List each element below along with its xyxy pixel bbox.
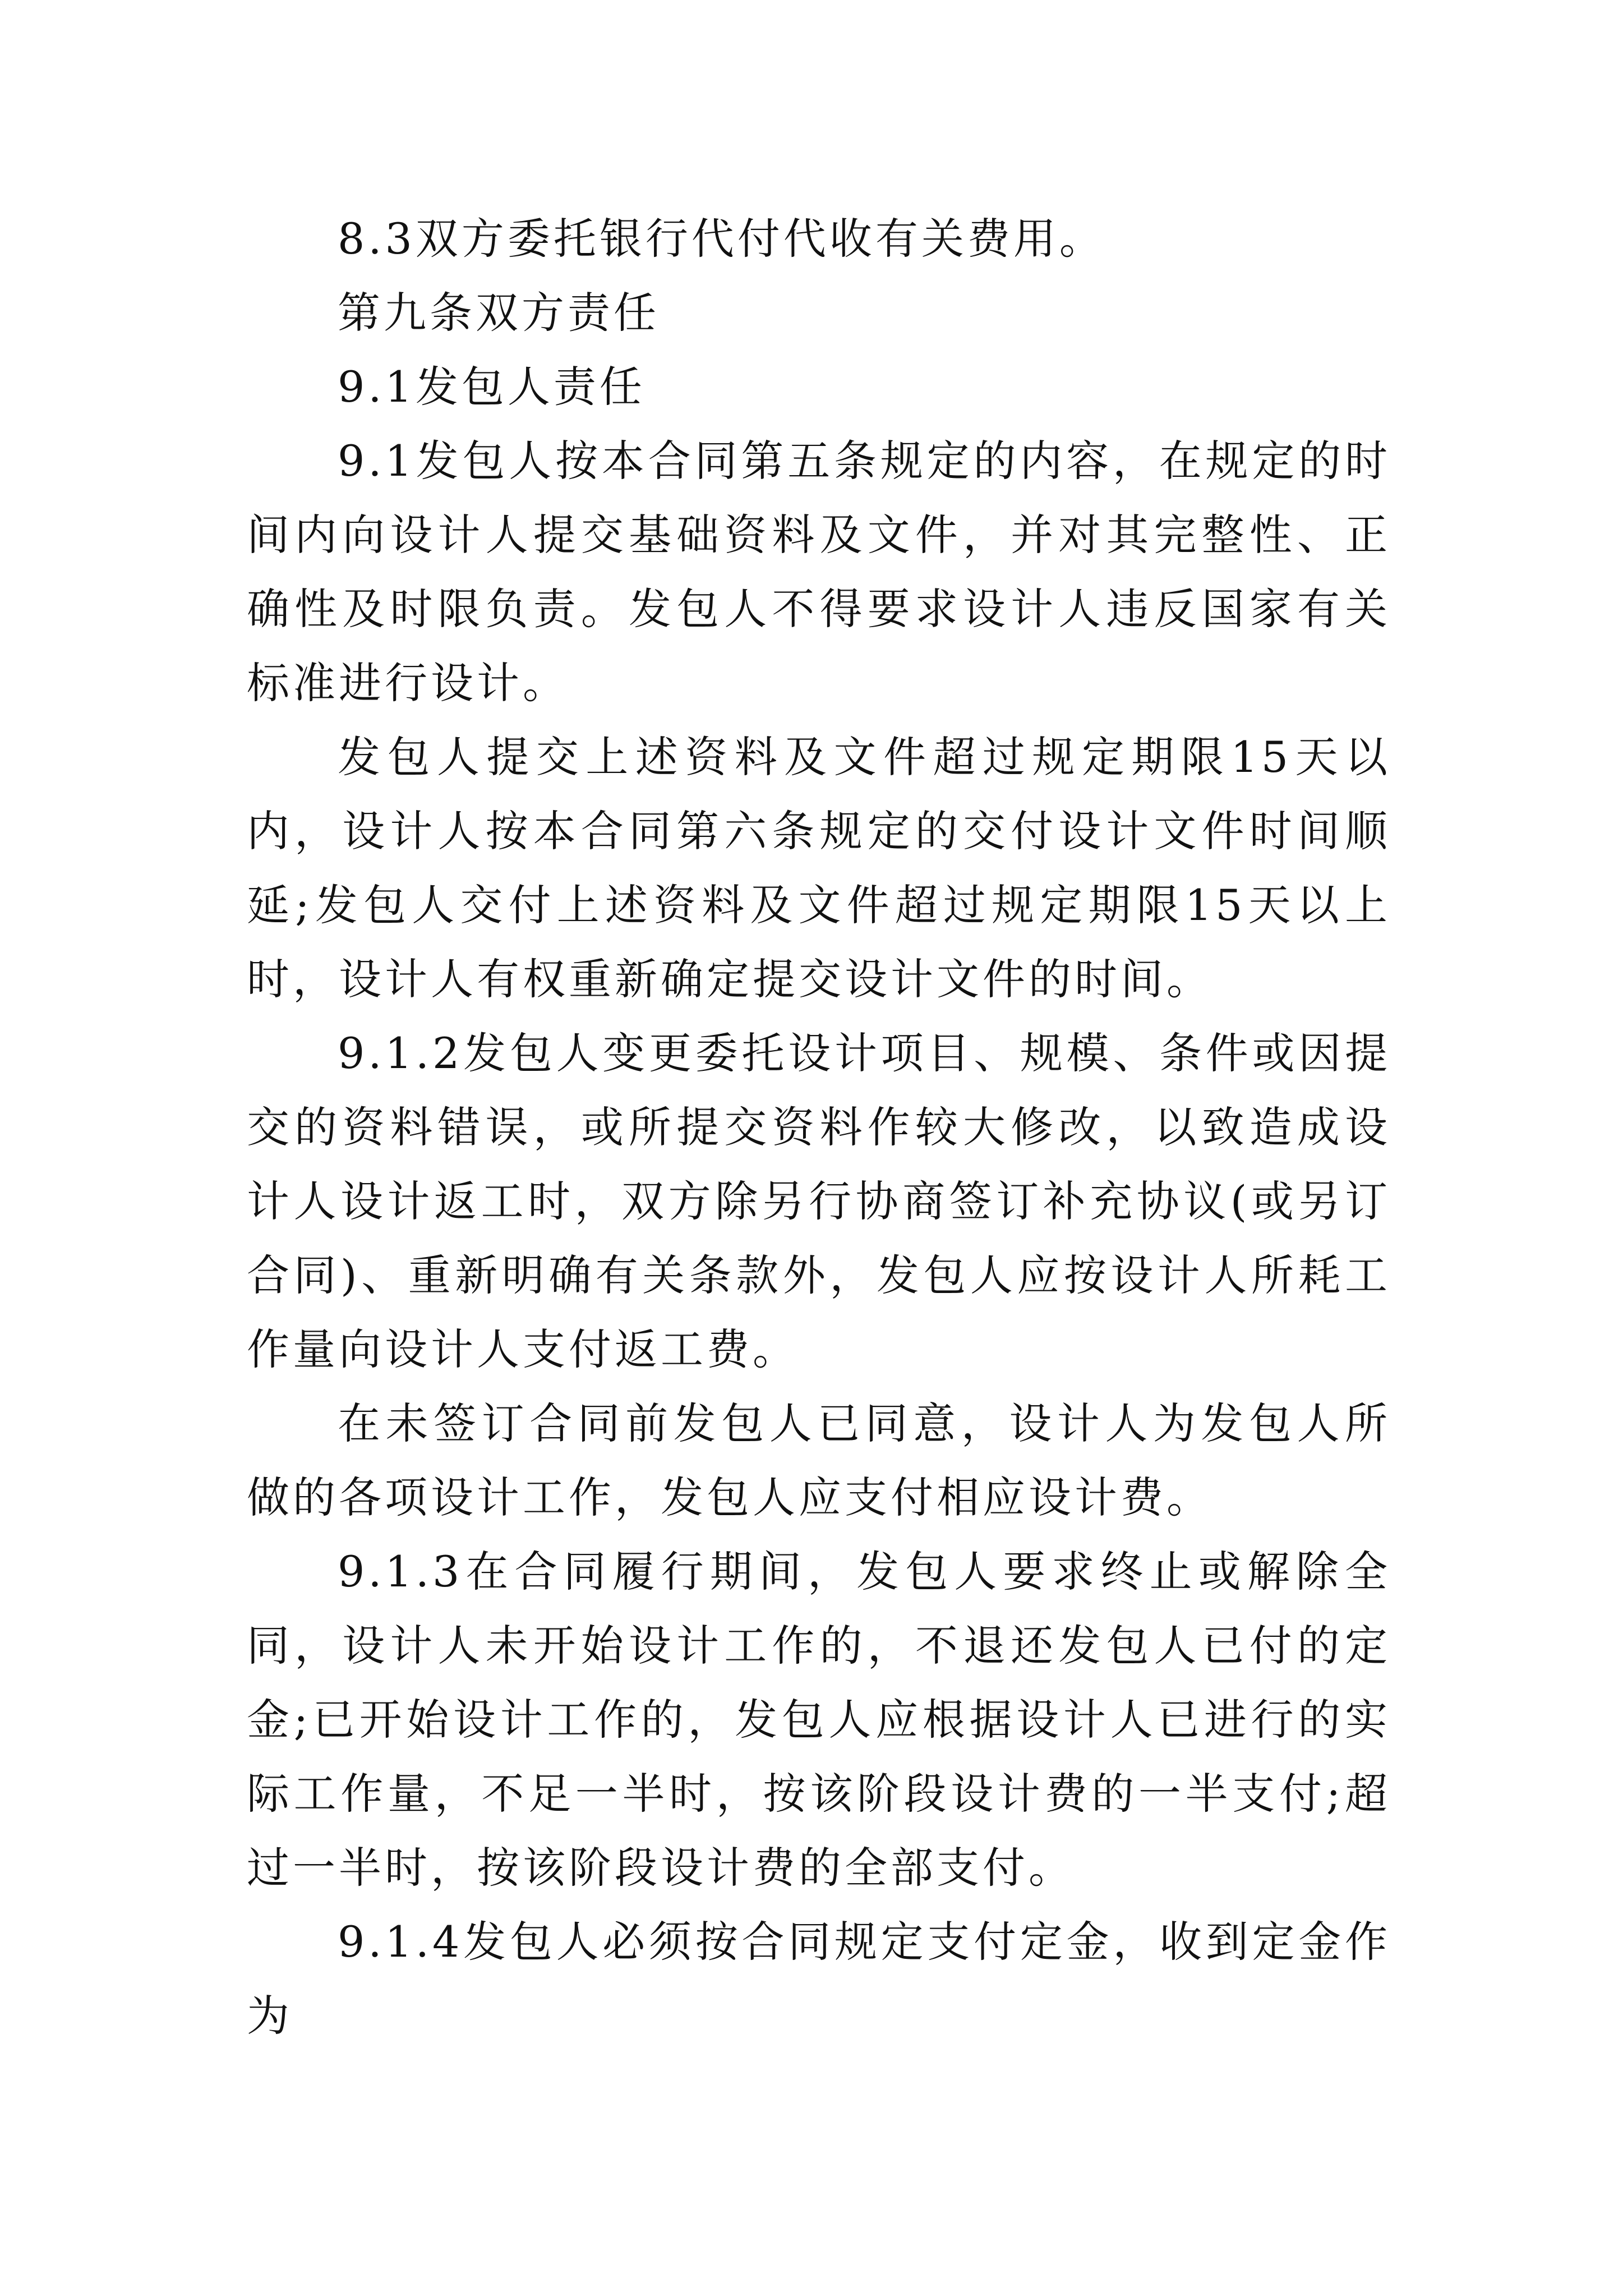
paragraph-9-1: 9.1发包人按本合同第五条规定的内容，在规定的时间内向设计人提交基础资料及文件，并对其完整性、正确性及时限负责。发包人不得要求设计人违反国家有关标准进行设计。 bbox=[247, 436, 1391, 708]
paragraph-pre-contract-work: 在未签订合同前发包人已同意，设计人为发包人所做的各项设计工作，发包人应支付相应设计费。 bbox=[247, 1398, 1391, 1522]
document-body bbox=[247, 202, 1391, 2053]
paragraph-9-1-4: 9.1.4发包人必须按合同规定支付定金，收到定金作为 bbox=[247, 1917, 1391, 2041]
paragraph-9-1-3: 9.1.3在合同履行期间，发包人要求终止或解除全同，设计人未开始设计工作的，不退还发包人已付的定金;已开始设计工作的，发包人应根据设计人已进行的实际工作量，不足一半时，按该阶段设计费的一半支付;超过一半时，按该阶段设计费的全部支付。 bbox=[247, 1547, 1391, 1893]
paragraph-8-3: 8.3双方委托银行代付代收有关费用。 bbox=[338, 214, 1105, 264]
paragraph-9-1-2: 9.1.2发包人变更委托设计项目、规模、条件或因提交的资料错误，或所提交资料作较大修改，以致造成设计人设计返工时，双方除另行协商签订补充协议(或另订合同)、重新明确有关条款外，发包人应按设计人所耗工作量向设计人支付返工费。 bbox=[247, 1028, 1391, 1374]
paragraph-late-submission: 发包人提交上述资料及文件超过规定期限15天以内，设计人按本合同第六条规定的交付设计文件时间顺延;发包人交付上述资料及文件超过规定期限15天以上时，设计人有权重新确定提交设计文件的时间。 bbox=[247, 732, 1391, 1004]
heading-article-9: 第九条双方责任 bbox=[338, 288, 660, 338]
heading-9-1: 9.1发包人责任 bbox=[338, 362, 645, 412]
